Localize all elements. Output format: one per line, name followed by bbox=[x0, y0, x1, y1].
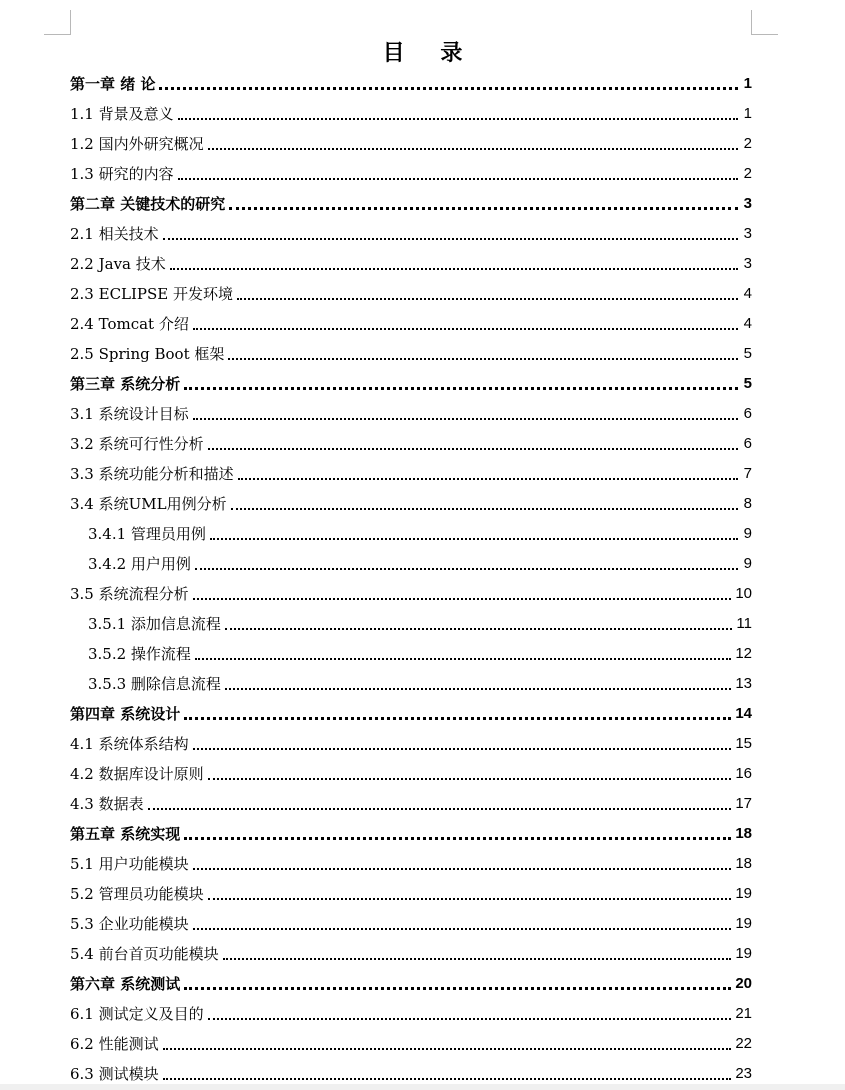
toc-entry-sub3[interactable] bbox=[70, 549, 752, 579]
toc-entry-sub3[interactable] bbox=[70, 639, 752, 669]
toc-entry-page-number: 5 bbox=[743, 375, 752, 392]
toc-entry-chapter[interactable] bbox=[70, 699, 752, 729]
toc-entry-section[interactable] bbox=[70, 339, 752, 369]
toc-entry-title: 6.1 测试定义及目的 bbox=[70, 1005, 204, 1023]
toc-entry-title: 3.4 系统UML用例分析 bbox=[70, 495, 227, 513]
toc-entry-title: 2.4 Tomcat 介绍 bbox=[70, 315, 189, 333]
toc-entry-page-number: 22 bbox=[735, 1035, 752, 1052]
toc-entry-section[interactable] bbox=[70, 999, 752, 1029]
toc-entry-section[interactable] bbox=[70, 489, 752, 519]
toc-entry-title: 3.5.3 删除信息流程 bbox=[88, 675, 221, 693]
toc-dot-leader bbox=[184, 387, 738, 390]
toc-entry-section[interactable] bbox=[70, 309, 752, 339]
toc-entry-title: 2.2 Java 技术 bbox=[70, 255, 166, 273]
toc-dot-leader bbox=[195, 658, 731, 660]
toc-entry-title: 4.2 数据库设计原则 bbox=[70, 765, 204, 783]
toc-entry-page-number: 12 bbox=[735, 645, 752, 662]
toc-entry-title: 2.5 Spring Boot 框架 bbox=[70, 345, 225, 363]
crop-mark-top-left bbox=[44, 10, 71, 35]
toc-entry-page-number: 4 bbox=[743, 315, 752, 332]
toc-entry-section[interactable] bbox=[70, 279, 752, 309]
toc-entry-section[interactable] bbox=[70, 159, 752, 189]
toc-dot-leader bbox=[208, 148, 738, 150]
toc-dot-leader bbox=[210, 538, 738, 540]
toc-entry-page-number: 19 bbox=[735, 945, 752, 962]
toc-entry-title: 6.2 性能测试 bbox=[70, 1035, 159, 1053]
toc-entry-title: 第一章 绪 论 bbox=[70, 75, 156, 93]
toc-entry-section[interactable] bbox=[70, 849, 752, 879]
toc-dot-leader bbox=[178, 178, 738, 180]
toc-entry-page-number: 21 bbox=[735, 1005, 752, 1022]
toc-entry-title: 3.1 系统设计目标 bbox=[70, 405, 189, 423]
toc-entry-sub3[interactable] bbox=[70, 519, 752, 549]
toc-dot-leader bbox=[193, 748, 732, 750]
toc-entry-title: 6.3 测试模块 bbox=[70, 1065, 159, 1083]
toc-entry-page-number: 6 bbox=[743, 435, 752, 452]
toc-dot-leader bbox=[193, 928, 732, 930]
toc-entry-title: 1.3 研究的内容 bbox=[70, 165, 174, 183]
toc-entry-title: 5.2 管理员功能模块 bbox=[70, 885, 204, 903]
toc-dot-leader bbox=[163, 1078, 732, 1080]
toc-dot-leader bbox=[184, 717, 731, 720]
toc-entry-page-number: 23 bbox=[735, 1065, 752, 1082]
toc-entry-section[interactable] bbox=[70, 129, 752, 159]
toc-dot-leader bbox=[193, 418, 738, 420]
toc-entry-page-number: 7 bbox=[743, 465, 752, 482]
toc-dot-leader bbox=[228, 358, 738, 360]
toc-dot-leader bbox=[231, 508, 738, 510]
toc-entry-title: 第二章 关键技术的研究 bbox=[70, 195, 226, 213]
toc-entry-section[interactable] bbox=[70, 99, 752, 129]
toc-entry-page-number: 3 bbox=[743, 225, 752, 242]
toc-dot-leader bbox=[237, 298, 738, 300]
toc-entry-page-number: 13 bbox=[735, 675, 752, 692]
toc-entry-title: 3.4.2 用户用例 bbox=[88, 555, 191, 573]
toc-entry-title: 3.2 系统可行性分析 bbox=[70, 435, 204, 453]
toc-entry-title: 第四章 系统设计 bbox=[70, 705, 181, 723]
toc-entry-title: 第五章 系统实现 bbox=[70, 825, 181, 843]
toc-entry-page-number: 1 bbox=[743, 75, 752, 92]
table-of-contents bbox=[70, 69, 752, 1089]
toc-entry-title: 4.3 数据表 bbox=[70, 795, 144, 813]
toc-dot-leader bbox=[195, 568, 738, 570]
toc-entry-section[interactable] bbox=[70, 429, 752, 459]
toc-entry-page-number: 3 bbox=[743, 255, 752, 272]
toc-entry-section[interactable] bbox=[70, 879, 752, 909]
toc-entry-title: 第三章 系统分析 bbox=[70, 375, 181, 393]
toc-entry-section[interactable] bbox=[70, 249, 752, 279]
toc-entry-sub3[interactable] bbox=[70, 609, 752, 639]
toc-entry-section[interactable] bbox=[70, 459, 752, 489]
toc-entry-title: 3.4.1 管理员用例 bbox=[88, 525, 206, 543]
toc-entry-section[interactable] bbox=[70, 939, 752, 969]
toc-dot-leader bbox=[193, 868, 732, 870]
toc-entry-page-number: 11 bbox=[736, 615, 752, 632]
toc-entry-page-number: 16 bbox=[735, 765, 752, 782]
toc-dot-leader bbox=[193, 598, 732, 600]
toc-entry-title: 2.3 ECLIPSE 开发环境 bbox=[70, 285, 234, 303]
toc-entry-title: 3.3 系统功能分析和描述 bbox=[70, 465, 234, 483]
toc-dot-leader bbox=[163, 238, 738, 240]
toc-entry-section[interactable] bbox=[70, 1029, 752, 1059]
toc-entry-page-number: 14 bbox=[735, 705, 752, 722]
toc-dot-leader bbox=[223, 958, 732, 960]
toc-entry-page-number: 2 bbox=[743, 165, 752, 182]
toc-entry-page-number: 15 bbox=[735, 735, 752, 752]
toc-dot-leader bbox=[148, 808, 732, 810]
toc-entry-page-number: 5 bbox=[743, 345, 752, 362]
toc-dot-leader bbox=[225, 688, 731, 690]
toc-entry-title: 3.5 系统流程分析 bbox=[70, 585, 189, 603]
toc-entry-title: 1.1 背景及意义 bbox=[70, 105, 174, 123]
toc-entry-page-number: 4 bbox=[743, 285, 752, 302]
toc-dot-leader bbox=[208, 898, 732, 900]
toc-dot-leader bbox=[238, 478, 738, 480]
toc-dot-leader bbox=[208, 448, 738, 450]
toc-dot-leader bbox=[178, 118, 738, 120]
toc-dot-leader bbox=[208, 778, 732, 780]
toc-dot-leader bbox=[170, 268, 738, 270]
toc-entry-page-number: 18 bbox=[735, 855, 752, 872]
toc-entry-chapter[interactable] bbox=[70, 819, 752, 849]
toc-entry-chapter[interactable] bbox=[70, 189, 752, 219]
page-bottom-edge bbox=[0, 1084, 845, 1090]
toc-entry-title: 第六章 系统测试 bbox=[70, 975, 181, 993]
toc-entry-page-number: 17 bbox=[735, 795, 752, 812]
toc-dot-leader bbox=[208, 1018, 732, 1020]
toc-entry-title: 2.1 相关技术 bbox=[70, 225, 159, 243]
toc-entry-page-number: 9 bbox=[743, 555, 752, 572]
toc-entry-title: 1.2 国内外研究概况 bbox=[70, 135, 204, 153]
toc-entry-page-number: 1 bbox=[743, 105, 752, 122]
toc-entry-page-number: 20 bbox=[735, 975, 752, 992]
toc-entry-page-number: 6 bbox=[743, 405, 752, 422]
toc-entry-section[interactable] bbox=[70, 789, 752, 819]
toc-dot-leader bbox=[163, 1048, 732, 1050]
toc-entry-page-number: 3 bbox=[743, 195, 752, 212]
toc-dot-leader bbox=[193, 328, 738, 330]
toc-entry-page-number: 19 bbox=[735, 885, 752, 902]
toc-entry-title: 5.3 企业功能模块 bbox=[70, 915, 189, 933]
toc-dot-leader bbox=[229, 207, 738, 210]
toc-entry-title: 3.5.2 操作流程 bbox=[88, 645, 191, 663]
toc-entry-chapter[interactable] bbox=[70, 369, 752, 399]
crop-mark-top-right bbox=[751, 10, 778, 35]
toc-entry-section[interactable] bbox=[70, 909, 752, 939]
toc-dot-leader bbox=[159, 87, 738, 90]
toc-entry-title: 3.5.1 添加信息流程 bbox=[88, 615, 221, 633]
toc-entry-page-number: 10 bbox=[735, 585, 752, 602]
toc-entry-page-number: 18 bbox=[735, 825, 752, 842]
toc-entry-title: 5.4 前台首页功能模块 bbox=[70, 945, 219, 963]
toc-entry-page-number: 19 bbox=[735, 915, 752, 932]
toc-entry-page-number: 8 bbox=[743, 495, 752, 512]
toc-entry-sub3[interactable] bbox=[70, 669, 752, 699]
toc-entry-section[interactable] bbox=[70, 579, 752, 609]
toc-entry-title: 4.1 系统体系结构 bbox=[70, 735, 189, 753]
toc-entry-title: 5.1 用户功能模块 bbox=[70, 855, 189, 873]
toc-dot-leader bbox=[225, 628, 732, 630]
toc-entry-chapter[interactable] bbox=[70, 969, 752, 999]
toc-entry-chapter[interactable] bbox=[70, 69, 752, 99]
toc-entry-page-number: 2 bbox=[743, 135, 752, 152]
toc-entry-section[interactable] bbox=[70, 399, 752, 429]
toc-entry-section[interactable] bbox=[70, 729, 752, 759]
toc-dot-leader bbox=[184, 837, 731, 840]
toc-entry-page-number: 9 bbox=[743, 525, 752, 542]
toc-title: 目 录 bbox=[382, 40, 477, 66]
toc-entry-section[interactable] bbox=[70, 759, 752, 789]
toc-entry-section[interactable] bbox=[70, 219, 752, 249]
toc-dot-leader bbox=[184, 987, 731, 990]
